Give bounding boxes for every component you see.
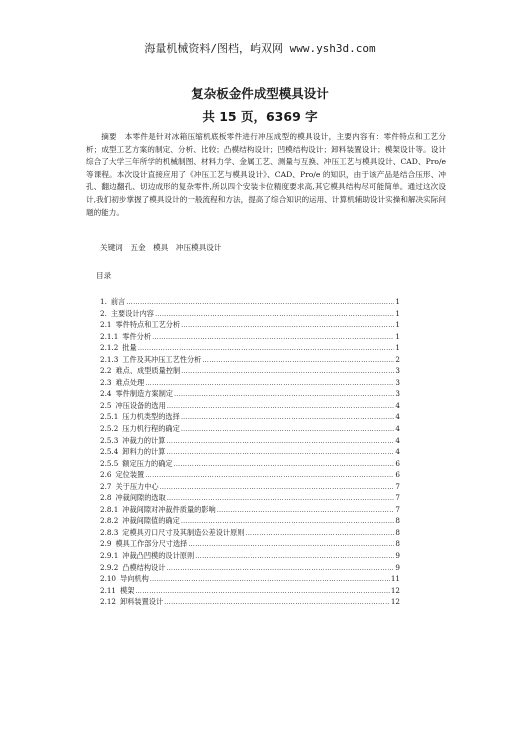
toc-entry-title: 冲裁凸凹模的设计原则 <box>122 551 195 561</box>
toc-entry-title: 主要设计内容 <box>110 308 154 318</box>
toc-entry-page: 1 <box>395 320 400 330</box>
toc-entry <box>100 551 400 563</box>
toc-entry <box>100 586 400 598</box>
toc-entry-title: 冲裁间隙值的确定 <box>122 516 180 526</box>
toc-entry-title: 零件制造方案制定 <box>115 389 173 399</box>
toc-entry-page: 4 <box>395 424 400 434</box>
toc-entry-page: 8 <box>395 527 400 537</box>
toc-entry <box>100 574 400 586</box>
toc-entry <box>100 366 400 378</box>
toc-entry-number: 2.9.2 <box>100 562 119 572</box>
toc-entry <box>100 436 400 448</box>
toc-entry-number: 2.8 <box>100 493 112 503</box>
toc-dot-leader <box>167 402 395 410</box>
toc-entry-number: 2.5 <box>100 400 112 410</box>
toc-entry <box>100 424 400 436</box>
toc-entry-title: 冲裁力的计算 <box>122 435 166 445</box>
toc-entry <box>100 309 400 321</box>
toc-entry-title: 难点、成型质量控制 <box>115 366 181 376</box>
toc-entry-page: 3 <box>395 366 400 376</box>
toc-entry-page: 12 <box>390 597 400 607</box>
toc-entry-title: 前言 <box>110 297 126 306</box>
toc-entry-page: 6 <box>395 470 400 480</box>
toc-entry-title: 额定压力的确定 <box>122 458 173 468</box>
toc-entry-page: 7 <box>395 481 400 491</box>
toc-entry-number: 2.1.3 <box>100 354 119 364</box>
toc-entry-number: 2.8.2 <box>100 516 119 526</box>
toc-dot-leader <box>195 552 394 560</box>
toc-entry <box>100 447 400 459</box>
toc-entry-page: 11 <box>390 574 400 584</box>
toc-entry-title: 工件及其冲压工艺性分析 <box>122 354 202 364</box>
toc-entry-number: 2.11 <box>100 585 117 595</box>
toc-entry <box>100 389 400 401</box>
toc-entry <box>100 470 400 482</box>
toc-entry-number: 2.8.1 <box>100 504 119 514</box>
toc-entry-title: 凸模结构设计 <box>122 562 166 572</box>
toc-entry-number: 2.5.4 <box>100 447 119 457</box>
toc-entry-title: 冲裁间隙的选取 <box>115 493 166 503</box>
toc-entry-title: 模架 <box>120 585 135 595</box>
toc-entry-page: 7 <box>395 504 400 514</box>
toc-entry <box>100 597 400 609</box>
toc-dot-leader <box>138 344 395 352</box>
table-of-contents <box>100 297 400 609</box>
toc-entry-number: 2.9 <box>100 539 112 549</box>
toc-entry-number: 2.1 <box>100 320 112 330</box>
toc-dot-leader <box>217 506 395 514</box>
toc-entry <box>100 297 400 309</box>
toc-entry <box>100 528 400 540</box>
toc-entry <box>100 401 400 413</box>
toc-entry <box>100 412 400 424</box>
toc-entry-number: 2.5.5 <box>100 458 119 468</box>
abstract-paragraph: 摘要 本零件是针对冰箱压缩机底板零件进行冲压成型的模具设计，主要内容有：零件特点和工艺分析；成型工艺方案的制定、分析、比较；凸模结构设计；凹模结构设计；卸料装置设计；模架设计等。设计综合了大学三年所学的机械制图、材料力学、金属工艺、测量与互换、冲压工艺与模具设计、CAD、Pro/e 等课程。本次设计直接应用了《冲压工艺与模具设计》、CAD、Pro/e 的知识，由于该产品是结合压形、冲孔、翻边翻孔、切边成形的复杂零件,所以四个安装卡位精度要求高,其它模具结构尽可能简单。通过这次设计,我们初步掌握了模具设计的一般流程和方法，提高了综合知识的运用、计算机辅助设计实操和解决实际问题的能力。 <box>86 132 446 217</box>
toc-entry-number: 2.12 <box>100 597 117 607</box>
toc-dot-leader <box>155 310 394 318</box>
toc-dot-leader <box>174 390 394 398</box>
toc-entry-page: 1 <box>395 343 400 353</box>
watermark-header: 海量机械资料/图档，屿双网 www.ysh3d.com <box>144 42 376 55</box>
toc-entry-page: 3 <box>395 377 400 387</box>
toc-entry-page: 1 <box>395 297 400 306</box>
toc-entry-title: 零件分析 <box>122 331 152 341</box>
toc-entry-page: 3 <box>395 389 400 399</box>
toc-entry-title: 导向机构 <box>120 574 149 584</box>
toc-entry-title: 卸料装置设计 <box>120 597 164 607</box>
toc-entry-number: 2.5.2 <box>100 424 119 434</box>
toc-entry-number: 2.2 <box>100 366 112 376</box>
toc-entry <box>100 320 400 332</box>
toc-entry-page: 1 <box>395 331 400 341</box>
toc-entry-number: 2.1.1 <box>100 331 119 341</box>
toc-dot-leader <box>166 448 394 456</box>
toc-entry <box>100 516 400 528</box>
toc-dot-leader <box>181 367 394 375</box>
toc-entry-page: 4 <box>395 435 400 445</box>
toc-entry-number: 2.10 <box>100 574 117 584</box>
toc-entry-page: 9 <box>395 562 400 572</box>
toc-entry-number: 2.6 <box>100 470 112 480</box>
toc-dot-leader <box>246 529 395 537</box>
keywords-line: 关键词 五金 模具 冲压模具设计 <box>100 243 222 252</box>
toc-entry <box>100 355 400 367</box>
toc-entry-number: 2.4 <box>100 389 112 399</box>
toc-dot-leader <box>188 540 394 548</box>
toc-dot-leader <box>160 483 395 491</box>
toc-entry-number: 2.8.3 <box>100 527 119 537</box>
toc-dot-leader <box>174 460 395 468</box>
toc-entry-page: 7 <box>395 493 400 503</box>
toc-entry-title: 定模具刃口尺寸及其制造公差设计原则 <box>122 527 245 537</box>
toc-entry-title: 模具工作部分尺寸选择 <box>115 539 188 549</box>
toc-dot-leader <box>145 379 394 387</box>
toc-entry-page: 8 <box>395 539 400 549</box>
toc-entry-number: 2.5.3 <box>100 435 119 445</box>
toc-entry-page: 1 <box>395 308 400 318</box>
toc-entry-title: 冲裁间隙对冲裁件质量的影响 <box>122 504 216 514</box>
toc-entry-title: 关于压力中心 <box>115 481 159 491</box>
toc-entry <box>100 378 400 390</box>
toc-entry-title: 冲压设备的选用 <box>115 400 166 410</box>
toc-entry <box>100 493 400 505</box>
toc-entry-number: 2.1.2 <box>100 343 119 353</box>
toc-entry-page: 4 <box>395 447 400 457</box>
toc-heading: 目录 <box>96 271 112 280</box>
document-title: 复杂板金件成型模具设计 <box>191 86 329 101</box>
toc-dot-leader <box>181 425 395 433</box>
toc-entry-number: 2.5.1 <box>100 412 119 422</box>
toc-entry-title: 压力机行程的确定 <box>122 424 180 434</box>
toc-entry-title: 压力机类型的选择 <box>122 412 180 422</box>
toc-dot-leader <box>181 321 394 329</box>
toc-entry-page: 9 <box>395 551 400 561</box>
toc-entry-page: 2 <box>395 354 400 364</box>
toc-dot-leader <box>126 298 394 306</box>
toc-dot-leader <box>181 413 395 421</box>
toc-entry <box>100 482 400 494</box>
toc-entry-page: 12 <box>390 585 400 595</box>
toc-dot-leader <box>181 517 395 525</box>
toc-entry <box>100 343 400 355</box>
toc-entry-number: 2. <box>100 308 107 318</box>
toc-entry-number: 2.3 <box>100 377 112 387</box>
toc-entry-title: 零件特点和工艺分析 <box>115 320 181 330</box>
toc-entry-number: 1. <box>100 297 107 306</box>
toc-dot-leader <box>152 333 394 341</box>
toc-dot-leader <box>166 437 394 445</box>
toc-entry-page: 4 <box>395 412 400 422</box>
toc-dot-leader <box>150 575 390 583</box>
toc-entry-number: 2.9.1 <box>100 551 119 561</box>
toc-entry-page: 6 <box>395 458 400 468</box>
toc-entry-title: 卸料力的计算 <box>122 447 166 457</box>
toc-dot-leader <box>202 356 394 364</box>
toc-entry <box>100 332 400 344</box>
toc-entry <box>100 539 400 551</box>
toc-entry <box>100 459 400 471</box>
toc-entry-page: 4 <box>395 400 400 410</box>
toc-entry <box>100 505 400 517</box>
toc-dot-leader <box>164 598 390 606</box>
toc-entry-title: 定位装置 <box>115 470 145 480</box>
toc-entry-number: 2.7 <box>100 481 112 491</box>
toc-dot-leader <box>167 494 395 502</box>
toc-dot-leader <box>145 471 394 479</box>
toc-entry-title: 难点处理 <box>115 377 145 387</box>
toc-dot-leader <box>166 564 394 572</box>
toc-entry <box>100 563 400 575</box>
toc-entry-page: 8 <box>395 516 400 526</box>
toc-entry-title: 批量 <box>122 343 137 353</box>
document-subtitle: 共 15 页，6369 字 <box>202 109 318 124</box>
toc-dot-leader <box>135 587 389 595</box>
